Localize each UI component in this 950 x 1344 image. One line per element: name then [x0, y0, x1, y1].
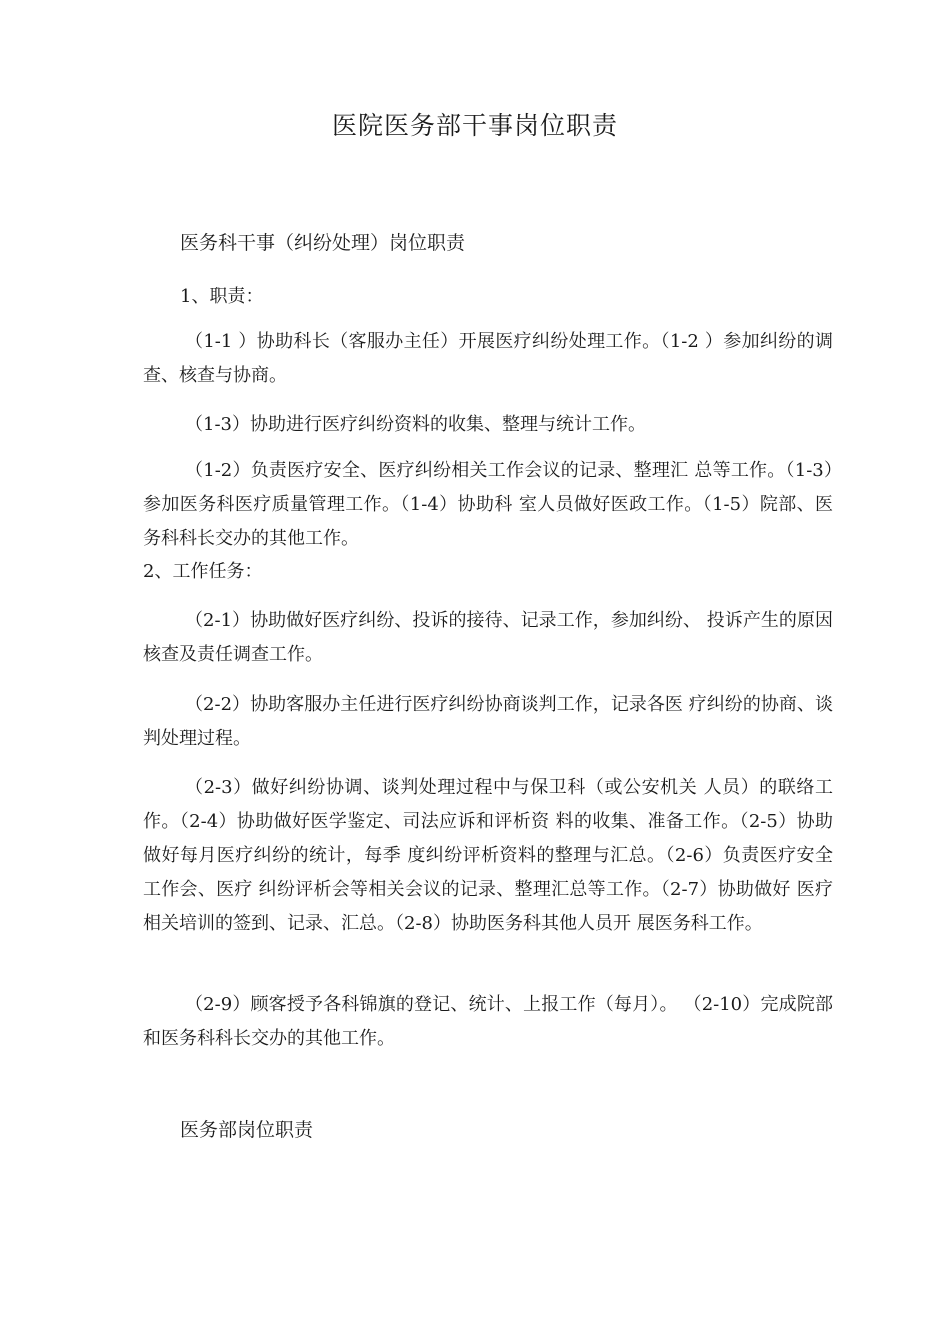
- duty-paragraph: （1-1 ）协助科长（客服办主任）开展医疗纠纷处理工作。（1-2 ）参加纠纷的调查、核查与协商。: [143, 331, 833, 386]
- task-paragraph: （2-3）做好纠纷协调、谈判处理过程中与保卫科（或公安机关 人员）的联络工作。（2-4）协助做好医学鉴定、司法应诉和评析资 料的收集、准备工作。（2-5）协助做好每月医疗纠纷的统计，每季 度纠纷评析资料的整理与汇总。（2-6）负责医疗安全工作会、医疗 纠纷评析会等相关会议的记录、整理汇总等工作。（2-7）协助做好 医疗相关培训的签到、记录、汇总。（2-8）协助医务科其他人员开 展医务科工作。: [143, 777, 833, 934]
- duty-paragraph: （1-3）协助进行医疗纠纷资料的收集、整理与统计工作。: [185, 414, 646, 435]
- tasks-heading: 2、工作任务：: [143, 561, 263, 582]
- document-title: 医院医务部干事岗位职责: [331, 111, 618, 140]
- section-title-medical-department: 医务部岗位职责: [180, 1119, 314, 1141]
- task-paragraph: （2-9）顾客授予各科锦旗的登记、统计、上报工作（每月）。 （2-10）完成院部和医务科科长交办的其他工作。: [143, 994, 833, 1049]
- task-paragraph: （2-1）协助做好医疗纠纷、投诉的接待、记录工作，参加纠纷、 投诉产生的原因核查及责任调查工作。: [143, 610, 833, 665]
- duty-paragraph: （1-2）负责医疗安全、医疗纠纷相关工作会议的记录、整理汇 总等工作。（1-3）参加医务科医疗质量管理工作。（1-4）协助科 室人员做好医政工作。（1-5）院部、医务科科长交办的其他工作。: [143, 460, 833, 549]
- task-paragraph: （2-2）协助客服办主任进行医疗纠纷协商谈判工作，记录各医 疗纠纷的协商、谈判处理过程。: [143, 694, 833, 749]
- section-title-dispute-handling: 医务科干事（纠纷处理）岗位职责: [180, 232, 466, 254]
- duties-heading: 1、职责：: [180, 286, 264, 307]
